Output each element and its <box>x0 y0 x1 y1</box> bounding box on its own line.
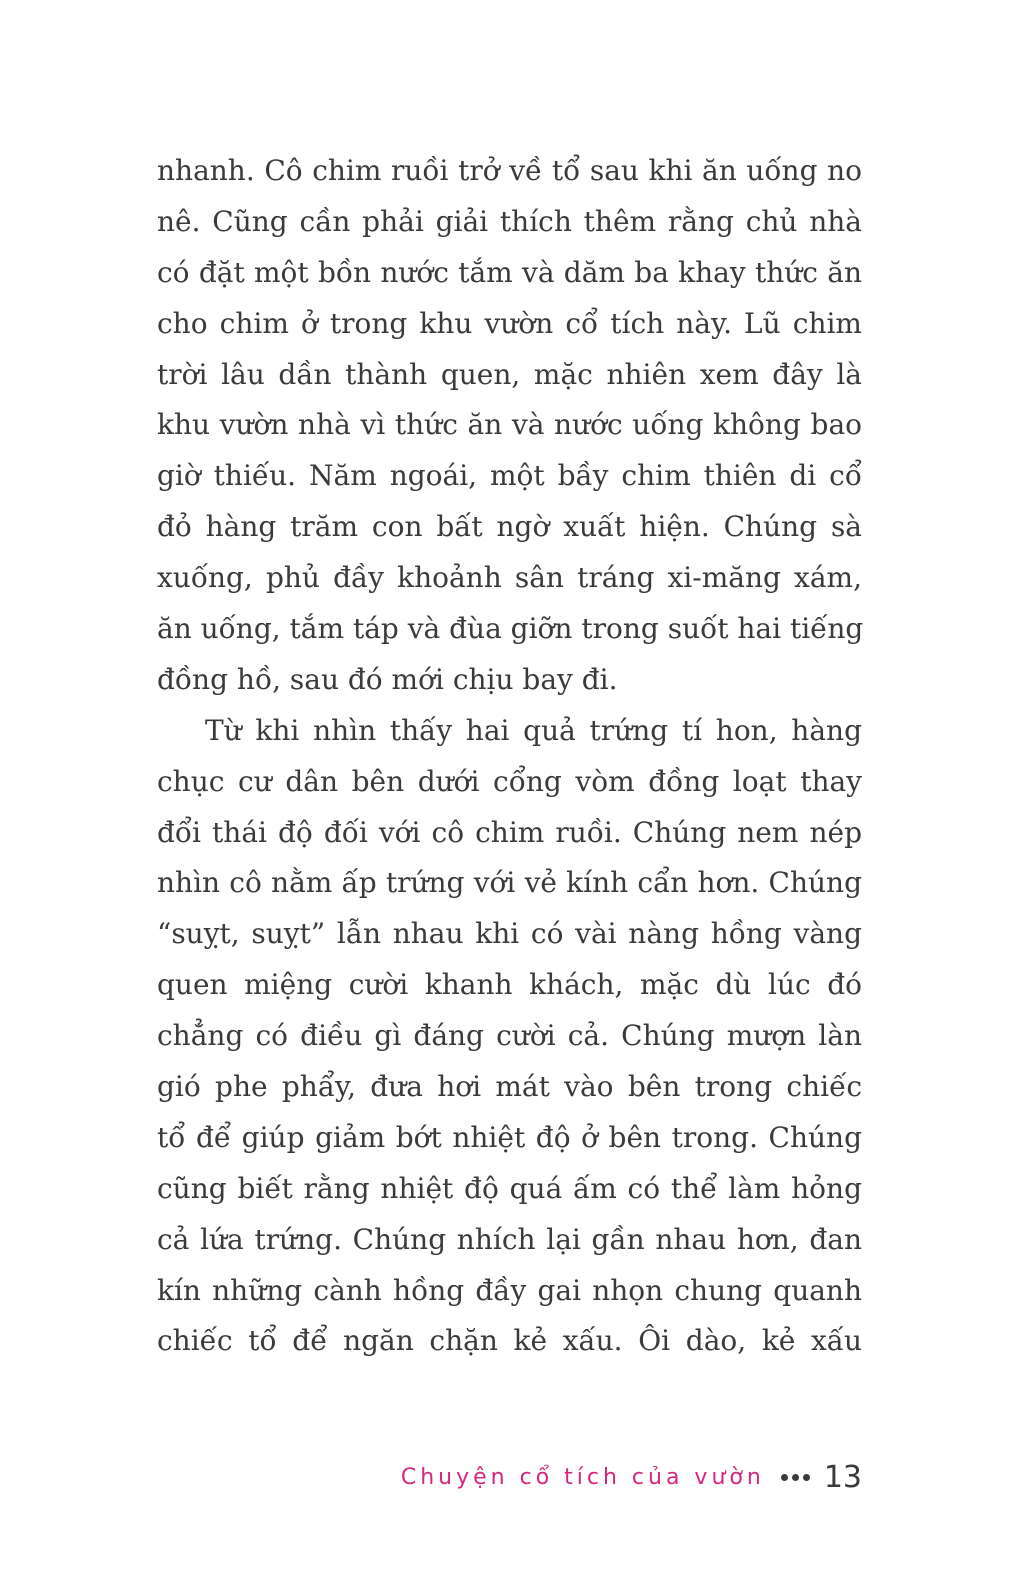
text-line: tổ để giúp giảm bớt nhiệt độ ở bên trong. Chúng <box>157 1120 862 1154</box>
text-line: đỏ hàng trăm con bất ngờ xuất hiện. Chúng sà <box>157 510 862 544</box>
page-footer <box>401 1455 862 1499</box>
text-line: trời lâu dần thành quen, mặc nhiên xem đây là <box>157 357 862 391</box>
text-line: quen miệng cười khanh khách, mặc dù lúc đó <box>157 968 862 1002</box>
text-line: xuống, phủ đầy khoảnh sân tráng xi-măng xám, <box>157 561 862 595</box>
text-line: “suỵt, suỵt” lẫn nhau khi có vài nàng hồng vàng <box>157 917 862 951</box>
body-text <box>157 146 862 1367</box>
dot <box>781 1474 788 1481</box>
text-line: chục cư dân bên dưới cổng vòm đồng loạt thay <box>157 764 862 798</box>
text-line: nhìn cô nằm ấp trứng với vẻ kính cẩn hơn. Chúng <box>157 866 862 900</box>
text-line: đổi thái độ đối với cô chim ruồi. Chúng nem nép <box>157 815 862 849</box>
running-title: Chuyện cổ tích của vườn <box>400 1464 765 1490</box>
paragraph-2 <box>157 706 862 1368</box>
paragraph-1 <box>157 146 862 706</box>
text-line: giờ thiếu. Năm ngoái, một bầy chim thiên di cổ <box>157 459 862 493</box>
text-line: nhanh. Cô chim ruồi trở về tổ sau khi ăn uống no <box>157 154 862 187</box>
text-line: có đặt một bồn nước tắm và dăm ba khay thức ăn <box>157 255 862 289</box>
text-line: chiếc tổ để ngăn chặn kẻ xấu. Ôi dào, kẻ xấu <box>157 1324 862 1358</box>
text-line: cả lứa trứng. Chúng nhích lại gần nhau hơn, đan <box>157 1222 862 1256</box>
dot <box>792 1474 799 1481</box>
text-line: gió phe phẩy, đưa hơi mát vào bên trong chiếc <box>157 1070 862 1104</box>
text-line: cho chim ở trong khu vườn cổ tích này. Lũ chim <box>157 306 862 340</box>
text-line: Từ khi nhìn thấy hai quả trứng tí hon, hàng <box>205 713 862 747</box>
ellipsis-dots-icon <box>781 1474 810 1481</box>
text-line: ăn uống, tắm táp và đùa giỡn trong suốt hai tiếng <box>157 612 864 646</box>
text-line: khu vườn nhà vì thức ăn và nước uống không bao <box>157 408 862 442</box>
dot <box>803 1474 810 1481</box>
page-number: 13 <box>823 1459 862 1495</box>
text-line: kín những cành hồng đầy gai nhọn chung quanh <box>157 1273 862 1307</box>
text-line: cũng biết rằng nhiệt độ quá ấm có thể làm hỏng <box>157 1171 862 1205</box>
text-line: nê. Cũng cần phải giải thích thêm rằng chủ nhà <box>157 204 862 238</box>
text-line: chẳng có điều gì đáng cười cả. Chúng mượn làn <box>157 1019 862 1053</box>
text-line: đồng hồ, sau đó mới chịu bay đi. <box>157 662 618 696</box>
